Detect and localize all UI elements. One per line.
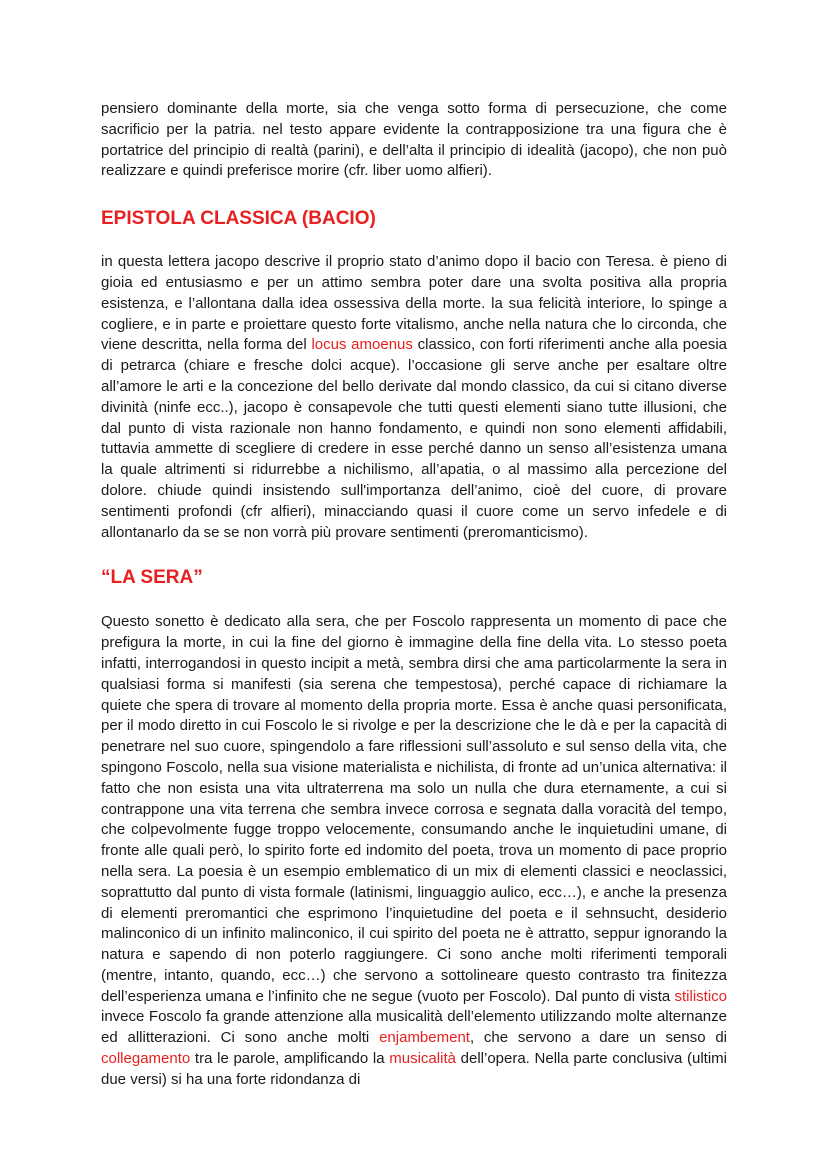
- term-enjambement: enjambement: [379, 1029, 470, 1047]
- sera-paragraph: [101, 612, 727, 1090]
- epistola-text-2: classico, con forti riferimenti anche alla poesia di petrarca (chiare e fresche dolci acque). l’occasione gli serve anche per esaltare oltre all’amore le arti e la concezione del bello derivate dal mondo classico, da cui si citano diverse divinità (ninfe ecc..), jacopo è consapevole che tutti questi elementi siano tutte illusioni, che dal punto di vista razionale non hanno fondamento, e quindi non sono elementi affidabili, tuttavia ammette di scegliere di credere in esse perché danno un senso all’esistenza umana la quale altrimenti si ridurrebbe a nichilismo, all’apatia, o al massimo alla percezione del dolore. chiude quindi insistendo sull'importanza dell’animo, cioè del cuore, di provare sentimenti profondi (cfr alfieri), minacciando quasi il cuore come un servo infedele e di allontanarlo da se se non vorrà più provare sentimenti (preromanticismo).: [101, 336, 727, 541]
- term-collegamento: collegamento: [101, 1050, 191, 1068]
- term-locus-amoenus: locus amoenus: [311, 336, 413, 354]
- term-stilistico: stilistico: [674, 987, 727, 1005]
- epistola-paragraph: [101, 252, 727, 543]
- sera-text-3: , che servono a dare un senso di: [469, 1029, 728, 1047]
- section-heading-epistola: EPISTOLA CLASSICA (BACIO): [101, 208, 376, 230]
- epistola-text-1: in questa lettera jacopo descrive il proprio stato d’animo dopo il bacio con Teresa. è pieno di gioia ed entusiasmo e per un attimo sembra poter dare una svolta positiva alla propria esistenza, e l’allontana dalla idea ossessiva della morte. la sua felicità interiore, lo spinge a cogliere, e in parte e proiettare questo forte vitalismo, anche nella natura che lo circonda, che viene descritta, nella forma del: [101, 253, 727, 354]
- term-musicalita: musicalità: [389, 1050, 456, 1068]
- sera-text-1: Questo sonetto è dedicato alla sera, che per Foscolo rappresenta un momento di pace che prefigura la morte, in cui la fine del giorno è immagine della fine della vita. Lo stesso poeta infatti, interrogandosi in questo incipit a metà, sembra dirsi che ama particolarmente la sera in qualsiasi forma si manifesti (sia serena che tempestosa), perché capace di richiamare la quiete che spera di trovare al momento della propria morte. Essa è anche quasi personificata, per il modo diretto in cui Foscolo le si rivolge e per la descrizione che le dà e per la capacità di penetrare nel suo cuore, spingendolo a fare riflessioni sull’assoluto e sul senso della vita, che spingono Foscolo, nella sua visione materialista e nichilista, di fronte ad un’unica alternativa: il fatto che non esista una vita ultraterrena ma solo un nulla che dura eternamente, a cui si contrappone una vita terrena che sembra invece corrosa e segnata dalla voracità del tempo, che colpevolmente fugge troppo velocemente, consumando anche le inquietudini umane, di fronte alle quali però, lo spirito forte ed indomito del poeta, trova un momento di pace proprio nella sera. La poesia è un esempio emblematico di un mix di elementi classici e neoclassici, soprattutto dal punto di vista formale (latinismi, linguaggio aulico, ecc…), e anche la presenza di elementi preromantici che esprimono l’inquietudine del poeta e il sehnsucht, desiderio malinconico di un infinito malinconico, il cui spirito del poeta ne è attratto, seppur ignorando la natura e sapendo di non poterlo raggiungere. Ci sono anche molti riferimenti temporali (mentre, intanto, quando, ecc…) che servono a sottolineare questo contrasto tra finitezza dell’esperienza umana e l’infinito che ne segue (vuoto per Foscolo). Dal punto di vista: [101, 613, 727, 1005]
- sera-text-4: tra le parole, amplificando la: [190, 1050, 390, 1068]
- document-page: [101, 97, 727, 1091]
- section-heading-la-sera: “LA SERA”: [101, 567, 203, 589]
- sera-text-5: dell’opera. Nella parte conclusiva (ultimi due versi) si ha una forte ridondanza di: [101, 1050, 727, 1088]
- intro-paragraph: pensiero dominante della morte, sia che venga sotto forma di persecuzione, che come sacrificio per la patria. nel testo appare evidente la contrapposizione tra una figura che è portatrice del principio di realtà (parini), e dell’alta il principio di idealità (jacopo), che non può realizzare e quindi preferisce morire (cfr. liber uomo alfieri).: [101, 100, 727, 180]
- sera-text-2: invece Foscolo fa grande attenzione alla musicalità dell’elemento utilizzando molte alternanze ed allitterazioni. Ci sono anche molti: [101, 1008, 727, 1047]
